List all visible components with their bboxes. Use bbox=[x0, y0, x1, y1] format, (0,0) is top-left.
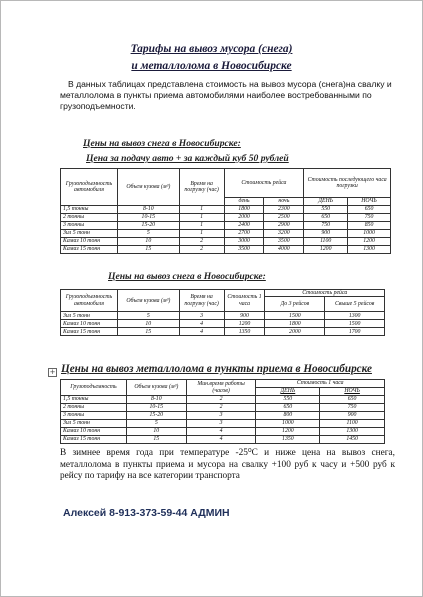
table-cell: 900 bbox=[304, 230, 348, 238]
contact-line: Алексей 8-913-373-59-44 АДМИН bbox=[63, 507, 230, 519]
table-cell: 3 bbox=[186, 412, 256, 420]
table-cell: 1350 bbox=[224, 328, 265, 336]
table-cell: 2 bbox=[186, 396, 256, 404]
table-cell: 15 bbox=[126, 436, 186, 444]
table-cell: 650 bbox=[304, 214, 348, 222]
title-line-2: и металлолома в Новосибирске bbox=[131, 60, 292, 72]
table-cell: 10 bbox=[117, 238, 179, 246]
header-volume: Объем кузова (м³) bbox=[117, 169, 179, 206]
table-cell: 4000 bbox=[264, 246, 304, 254]
table-cell: 1800 bbox=[224, 206, 264, 214]
table-cell: 10 bbox=[117, 320, 179, 328]
table-cell: Камаз 10 тонн bbox=[61, 238, 118, 246]
snow-table-1-heading: Цены на вывоз снега в Новосибирске: bbox=[83, 138, 241, 149]
table-cell: 8-10 bbox=[117, 206, 179, 214]
table-cell: 10 bbox=[126, 428, 186, 436]
table-cell: 1 bbox=[179, 230, 224, 238]
table-row bbox=[61, 328, 385, 336]
table-cell: 1700 bbox=[325, 328, 385, 336]
table-cell: 850 bbox=[348, 222, 391, 230]
table-row bbox=[61, 222, 391, 230]
table-cell: 1500 bbox=[325, 320, 385, 328]
table-cell: 15 bbox=[117, 246, 179, 254]
intro-paragraph: В данных таблицах представлена стоимость на вывоз мусора (снега)на свалку и металлолома в пункты приема автомобилями наиболее востребованными по грузоподъемности. bbox=[60, 79, 392, 111]
snow-table-2-heading: Цены на вывоз снега в Новосибирске: bbox=[108, 271, 266, 282]
table-cell: 2 bbox=[179, 246, 224, 254]
header-hour-cost: Стоимость 1 часа bbox=[224, 290, 265, 312]
table-cell: 4 bbox=[179, 328, 224, 336]
table-cell: 750 bbox=[348, 214, 391, 222]
table-cell: 15-20 bbox=[117, 222, 179, 230]
table-cell: 1350 bbox=[256, 436, 320, 444]
table-cell: 1,5 тонны bbox=[61, 206, 118, 214]
header-night: ночь bbox=[264, 198, 304, 206]
table-cell: 650 bbox=[256, 404, 320, 412]
metal-table-body bbox=[61, 396, 385, 444]
table-row bbox=[61, 238, 391, 246]
table-cell: 1200 bbox=[256, 428, 320, 436]
table-row bbox=[61, 412, 385, 420]
table-cell: Камаз 10 тонн bbox=[61, 428, 127, 436]
table-cell: Зил 5 тонн bbox=[61, 230, 118, 238]
table-cell: 750 bbox=[320, 404, 385, 412]
table-cell: 1 bbox=[179, 214, 224, 222]
table-cell: 3 тонны bbox=[61, 412, 127, 420]
table-cell: 2000 bbox=[224, 214, 264, 222]
table-cell: 2900 bbox=[264, 222, 304, 230]
table-cell: 5 bbox=[117, 230, 179, 238]
table-cell: 1200 bbox=[348, 238, 391, 246]
table-cell: 3200 bbox=[264, 230, 304, 238]
table-row bbox=[61, 404, 385, 412]
header-day: день bbox=[224, 198, 264, 206]
header-over-5-trips: Свыше 5 рейсов bbox=[325, 297, 385, 312]
table-cell: 3 bbox=[186, 420, 256, 428]
table-cell: 1300 bbox=[348, 246, 391, 254]
table-cell: 1 bbox=[179, 222, 224, 230]
table-cell: 2500 bbox=[264, 214, 304, 222]
table-cell: 900 bbox=[224, 312, 265, 320]
table-cell: 1100 bbox=[304, 238, 348, 246]
table-cell: 2 тонны bbox=[61, 404, 127, 412]
header-volume: Объем кузова (м³) bbox=[117, 290, 179, 312]
table-cell: Камаз 15 тонн bbox=[61, 436, 127, 444]
table-cell: 2000 bbox=[265, 328, 325, 336]
table-cell: 3 bbox=[179, 312, 224, 320]
table-cell: 4 bbox=[186, 436, 256, 444]
table-cell: 4 bbox=[186, 428, 256, 436]
table-cell: Зил 5 тонн bbox=[61, 420, 127, 428]
header-hour-cost: Стоимость 1 часа bbox=[256, 380, 385, 388]
snow-table-2-body bbox=[61, 312, 385, 336]
table-cell: 1300 bbox=[320, 428, 385, 436]
table-row bbox=[61, 320, 385, 328]
header-last-hour-cost: Стоимость последующего часа погрузки bbox=[304, 169, 391, 198]
header-volume: Объем кузова (м³) bbox=[126, 380, 186, 396]
table-cell: 2 bbox=[186, 404, 256, 412]
move-anchor-icon[interactable]: + bbox=[49, 368, 56, 376]
table-row bbox=[61, 436, 385, 444]
header-day-upper: ДЕНЬ bbox=[304, 198, 348, 206]
table-row bbox=[61, 246, 391, 254]
header-capacity: Грузоподъемность автомобиля bbox=[61, 169, 118, 206]
table-cell: 900 bbox=[320, 412, 385, 420]
header-capacity: Грузоподъемность автомобиля bbox=[61, 290, 118, 312]
winter-surcharge-note: В зимнее время года при температуре -25⁰С и ниже цена на вывоз снега, металлолома в пункты приема и мусора на свалку +100 руб к часу и +500 руб к рейсу по тарифу на все категории транспорта bbox=[60, 448, 395, 481]
table-cell: 550 bbox=[304, 206, 348, 214]
snow-table-1-subheading: Цена за подачу авто + за каждый куб 50 рублей bbox=[86, 153, 289, 164]
table-cell: 1100 bbox=[320, 420, 385, 428]
table-cell: 1300 bbox=[325, 312, 385, 320]
table-row bbox=[61, 214, 391, 222]
header-trip-cost: Стоимость рейса bbox=[265, 290, 385, 297]
title-line-1: Тарифы на вывоз мусора (снега) bbox=[130, 43, 293, 55]
table-cell: 5 bbox=[126, 420, 186, 428]
table-cell: 650 bbox=[348, 206, 391, 214]
table-row bbox=[61, 312, 385, 320]
header-day: ДЕНЬ bbox=[256, 388, 320, 396]
table-cell: 8-10 bbox=[126, 396, 186, 404]
table-cell: 2700 bbox=[224, 230, 264, 238]
table-cell: 5 bbox=[117, 312, 179, 320]
table-cell: 10-15 bbox=[126, 404, 186, 412]
table-cell: 750 bbox=[304, 222, 348, 230]
table-cell: 2 тонны bbox=[61, 214, 118, 222]
header-up-to-3-trips: До 3 рейсов bbox=[265, 297, 325, 312]
table-cell: 1450 bbox=[320, 436, 385, 444]
table-cell: 1 bbox=[179, 206, 224, 214]
table-cell: 3000 bbox=[224, 238, 264, 246]
header-min-time: Мин.время работы (часов) bbox=[186, 380, 256, 396]
snow-table-1-body bbox=[61, 206, 391, 254]
metal-table-heading: Цены на вывоз металлолома в пункты приема в Новосибирске bbox=[61, 363, 372, 375]
header-capacity: Грузоподъемность bbox=[61, 380, 127, 396]
header-night: НОЧЬ bbox=[320, 388, 385, 396]
table-cell: 650 bbox=[320, 396, 385, 404]
table-cell: 3500 bbox=[224, 246, 264, 254]
table-cell: Камаз 15 тонн bbox=[61, 246, 118, 254]
header-night-upper: НОЧЬ bbox=[348, 198, 391, 206]
table-cell: 15 bbox=[117, 328, 179, 336]
table-cell: 800 bbox=[256, 412, 320, 420]
table-cell: Камаз 15 тонн bbox=[61, 328, 118, 336]
table-cell: 550 bbox=[256, 396, 320, 404]
table-cell: 10-15 bbox=[117, 214, 179, 222]
table-cell: 1000 bbox=[256, 420, 320, 428]
table-row bbox=[61, 420, 385, 428]
table-cell: 1000 bbox=[348, 230, 391, 238]
table-cell: 3500 bbox=[264, 238, 304, 246]
table-row bbox=[61, 428, 385, 436]
header-trip-cost: Стоимость рейса bbox=[224, 169, 304, 198]
table-cell: 2 bbox=[179, 238, 224, 246]
metal-price-table bbox=[60, 379, 385, 444]
table-cell: Камаз 10 тонн bbox=[61, 320, 118, 328]
header-load-time: Время на погрузку (час) bbox=[179, 290, 224, 312]
table-cell: 4 bbox=[179, 320, 224, 328]
table-row bbox=[61, 396, 385, 404]
table-cell: 1800 bbox=[265, 320, 325, 328]
header-load-time: Время на погрузку (час) bbox=[179, 169, 224, 206]
table-cell: 15-20 bbox=[126, 412, 186, 420]
table-cell: 1500 bbox=[265, 312, 325, 320]
table-cell: 2300 bbox=[264, 206, 304, 214]
snow-price-table-2 bbox=[60, 289, 385, 336]
table-cell: 2400 bbox=[224, 222, 264, 230]
table-cell: 1,5 тонны bbox=[61, 396, 127, 404]
table-cell: 3 тонны bbox=[61, 222, 118, 230]
table-cell: 1200 bbox=[224, 320, 265, 328]
table-row bbox=[61, 230, 391, 238]
snow-price-table-1 bbox=[60, 168, 391, 254]
table-cell: Зил 5 тонн bbox=[61, 312, 118, 320]
table-cell: 1200 bbox=[304, 246, 348, 254]
table-row bbox=[61, 206, 391, 214]
